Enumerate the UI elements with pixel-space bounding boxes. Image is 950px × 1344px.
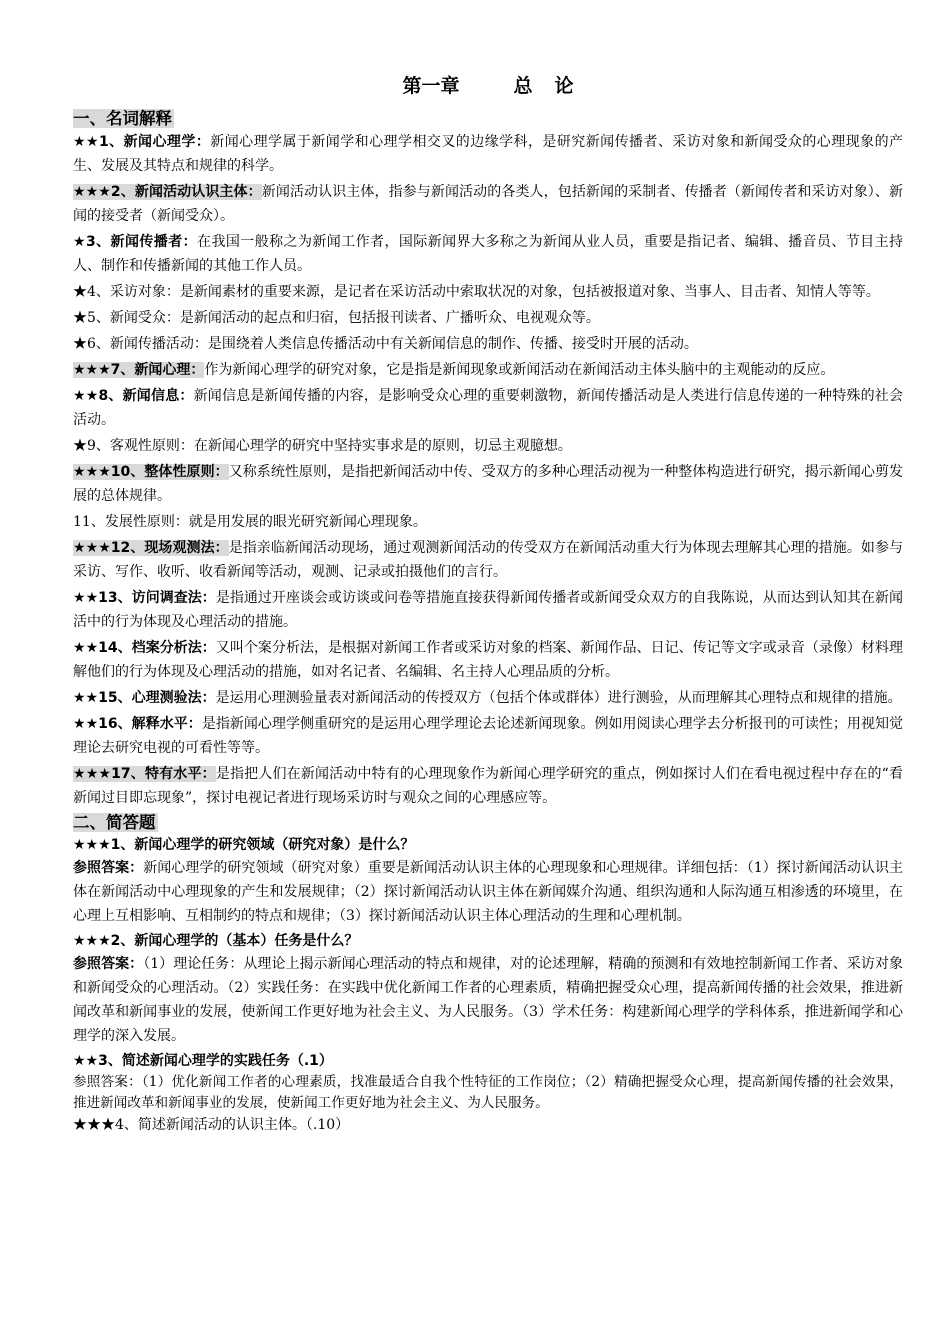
answer bbox=[73, 856, 903, 928]
term-item bbox=[73, 384, 903, 432]
term-item bbox=[73, 358, 903, 382]
question: ★★★4、简述新闻活动的认识主体。（.10） bbox=[73, 1117, 350, 1133]
term-definition: 在我国一般称之为新闻工作者，国际新闻界大多称之为新闻从业人员，重要是指记者、编辑、播音员、节目主持人、制作和传播新闻的其他工作人员。 bbox=[73, 234, 904, 274]
chapter-title-part: 总 bbox=[513, 75, 533, 97]
section-heading: 一、名词解释 bbox=[73, 109, 172, 128]
term-label: ★★14、档案分析法： bbox=[73, 640, 216, 656]
term-label: ★★★12、现场观测法： bbox=[73, 540, 229, 556]
term-item bbox=[73, 230, 903, 278]
chapter-title-part: 论 bbox=[554, 75, 574, 97]
document-page bbox=[73, 72, 903, 1136]
term-label: ★★★17、特有水平： bbox=[73, 766, 216, 782]
term-item bbox=[73, 686, 903, 710]
term-item bbox=[73, 280, 903, 304]
term-definition: ★6、新闻传播活动：是围绕着人类信息传播活动中有关新闻信息的制作、传播、接受时开展的活动。 bbox=[73, 336, 698, 352]
term-definition: 新闻活动认识主体，指参与新闻活动的各类人，包括新闻的采制者、传播者（新闻传者和采访对象）、新闻的接受者（新闻受众）。 bbox=[73, 184, 903, 224]
term-definition: 是指把人们在新闻活动中特有的心理现象作为新闻心理学研究的重点，例如探讨人们在看电视过程中存在的“看新闻过目即忘现象”，探讨电视记者进行现场采访时与观众之间的心理感应等。 bbox=[73, 766, 903, 806]
term-label: ★★8、新闻信息： bbox=[73, 388, 194, 404]
term-item bbox=[73, 130, 903, 178]
term-label: ★★15、心理测验法： bbox=[73, 690, 216, 706]
term-definition: 新闻心理学属于新闻学和心理学相交叉的边缘学科，是研究新闻传播者、采访对象和新闻受众的心理现象的产生、发展及其特点和规律的科学。 bbox=[73, 134, 904, 174]
term-definition: 是指亲临新闻活动现场，通过观测新闻活动的传受双方在新闻活动重大行为体现去理解其心理的措施。如参与采访、写作、收听、收看新闻等活动，观测、记录或拍摄他们的言行。 bbox=[73, 540, 904, 580]
term-definition: 是指通过开座谈会或访谈或问卷等措施直接获得新闻传播者或新闻受众双方的自我陈说，从而达到认知其在新闻活中的行为体现及心理活动的措施。 bbox=[73, 590, 903, 630]
term-label: ★★★2、新闻活动认识主体： bbox=[73, 184, 262, 200]
chapter-number: 第一章 bbox=[402, 75, 460, 97]
answer-text: 新闻心理学的研究领域（研究对象）重要是新闻活动认识主体的心理现象和心理规律。详细包括：（1）探讨新闻活动认识主体在新闻活动中心理现象的产生和发展规律；（2）探讨新闻活动认识主体在新闻媒介沟通、组织沟通和人际沟通互相渗透的环境里，在心理上互相影响、互相制约的特点和规律；（3）探讨新闻活动认识主体心理活动的生理和心理机制。 bbox=[73, 860, 904, 924]
term-label: ★★★10、整体性原则： bbox=[73, 464, 229, 480]
term-item bbox=[73, 510, 903, 534]
answer-label: 参照答案： bbox=[73, 956, 144, 972]
term-item bbox=[73, 586, 903, 634]
section-heading: 二、简答题 bbox=[73, 813, 156, 832]
term-label: ★★★7、新闻心理： bbox=[73, 362, 205, 378]
term-item bbox=[73, 636, 903, 684]
term-item bbox=[73, 332, 903, 356]
chapter-title bbox=[73, 72, 903, 100]
term-definition: 是运用心理测验量表对新闻活动的传授双方（包括个体或群体）进行测验，从而理解其心理特点和规律的措施。 bbox=[215, 690, 902, 706]
term-item bbox=[73, 762, 903, 810]
term-definition: 作为新闻心理学的研究对象，它是指是新闻现象或新闻活动在新闻活动主体头脑中的主观能动的反应。 bbox=[204, 362, 835, 378]
term-item bbox=[73, 712, 903, 760]
term-item bbox=[73, 180, 903, 228]
term-definition: 又称系统性原则，是指把新闻活动中传、受双方的多种心理活动视为一种整体构造进行研究，揭示新闻心剪发展的总体规律。 bbox=[73, 464, 904, 504]
term-definition: 新闻信息是新闻传播的内容，是影响受众心理的重要刺激物，新闻传播活动是人类进行信息传递的一种特殊的社会活动。 bbox=[73, 388, 904, 428]
term-item bbox=[73, 536, 903, 584]
term-definition: ★9、客观性原则：在新闻心理学的研究中坚持实事求是的原则，切忌主观臆想。 bbox=[73, 438, 572, 454]
term-definition: 是指新闻心理学侧重研究的是运用心理学理论去论述新闻现象。例如用阅读心理学去分析报刊的可读性；用视知觉理论去研究电视的可看性等等。 bbox=[73, 716, 903, 756]
term-label: ★3、新闻传播者： bbox=[73, 234, 198, 250]
answer-text: （1）理论任务：从理论上揭示新闻心理活动的特点和规律，对的论述理解，精确的预测和有效地控制新闻工作者、采访对象和新闻受众的心理活动。（2）实践任务：在实践中优化新闻工作者的心理素质，精确把握受众心理，提高新闻传播的社会效果，推进新闻改革和新闻事业的发展，使新闻工作更好地为社会主义、为人民服务。（3）学术任务：构建新闻心理学的学科体系，推进新闻学和心理学的深入发展。 bbox=[73, 956, 904, 1044]
term-definition: ★4、采访对象：是新闻素材的重要来源，是记者在采访活动中索取状况的对象，包括被报道对象、当事人、目击者、知情人等等。 bbox=[73, 284, 880, 300]
term-label: ★★1、新闻心理学： bbox=[73, 134, 211, 150]
term-definition: ★5、新闻受众：是新闻活动的起点和归宿，包括报刊读者、广播听众、电视观众等。 bbox=[73, 310, 600, 326]
question: ★★★1、新闻心理学的研究领域（研究对象）是什么？ bbox=[73, 837, 415, 853]
answer-label: 参照答案： bbox=[73, 860, 144, 876]
question: ★★★2、新闻心理学的（基本）任务是什么？ bbox=[73, 933, 359, 949]
term-item bbox=[73, 434, 903, 458]
term-definition: 11、发展性原则：就是用发展的眼光研究新闻心理现象。 bbox=[73, 514, 427, 530]
answer bbox=[73, 952, 903, 1048]
answer: 参照答案：（1）优化新闻工作者的心理素质，找准最适合自我个性特征的工作岗位；（2）精确把握受众心理，提高新闻传播的社会效果，推进新闻改革和新闻事业的发展，使新闻工作更好地为社会主义、为人民服务。 bbox=[73, 1074, 903, 1111]
term-definition: 又叫个案分析法，是根据对新闻工作者或采访对象的档案、新闻作品、日记、传记等文字或录音（录像）材料理解他们的行为体现及心理活动的措施，如对名记者、名编辑、名主持人心理品质的分析。 bbox=[73, 640, 903, 680]
term-item bbox=[73, 460, 903, 508]
term-label: ★★16、解释水平： bbox=[73, 716, 202, 732]
term-label: ★★13、访问调查法： bbox=[73, 590, 216, 606]
term-item bbox=[73, 306, 903, 330]
question: ★★3、简述新闻心理学的实践任务（.1） bbox=[73, 1053, 333, 1069]
